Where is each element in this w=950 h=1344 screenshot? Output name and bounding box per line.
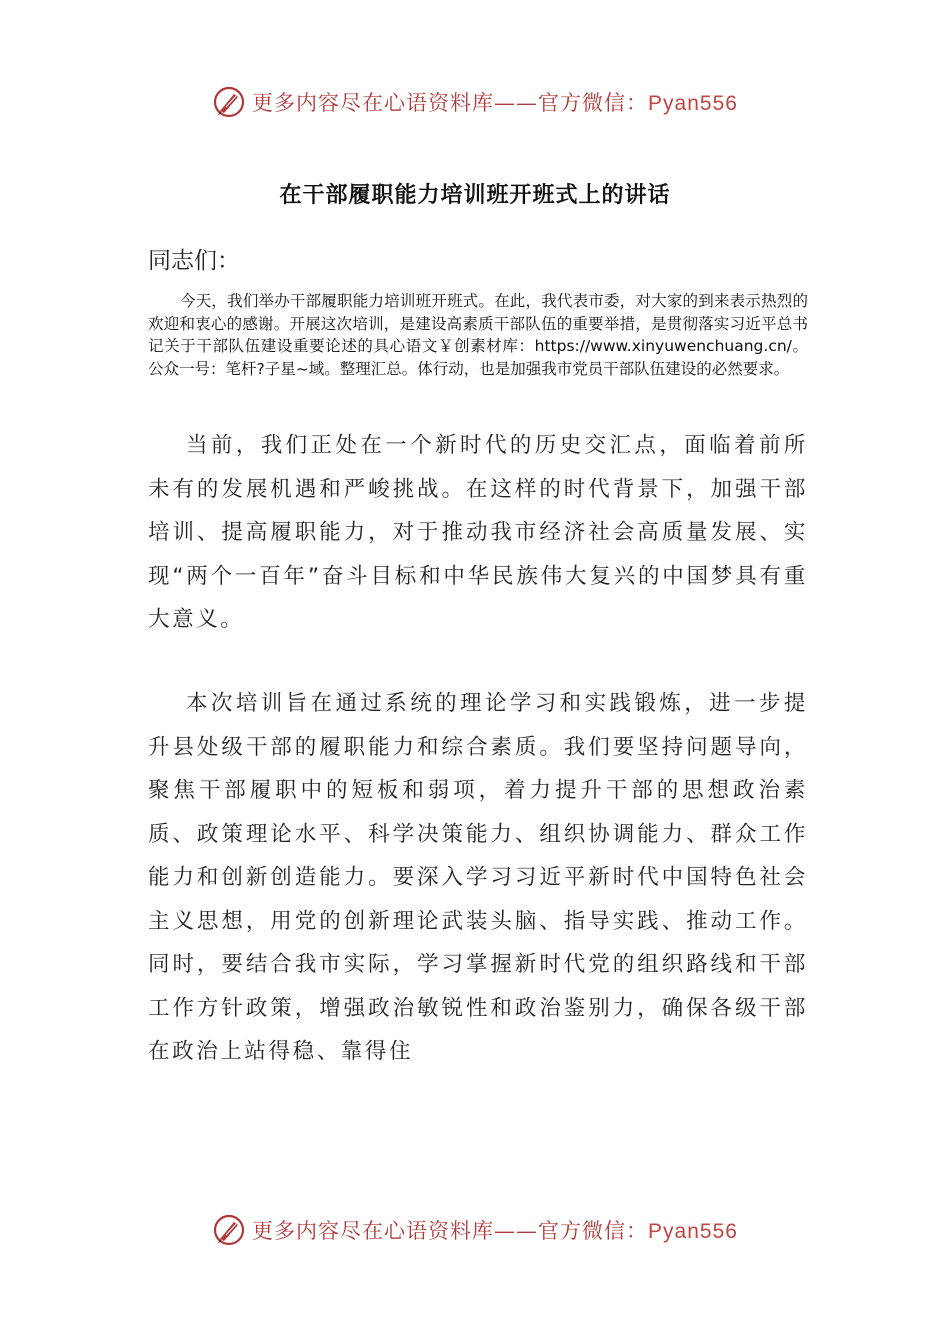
document-title: 在干部履职能力培训班开班式上的讲话: [279, 183, 671, 208]
banner-text: [252, 87, 738, 117]
banner-text: [252, 1215, 738, 1245]
pen-logo-icon: [212, 85, 246, 119]
banner-wechat-id: Pyan556: [648, 92, 738, 115]
banner-wechat-label: 官方微信：: [538, 1219, 649, 1243]
salutation: 同志们：: [148, 248, 240, 274]
body-paragraph: 本次培训旨在通过系统的理论学习和实践锻炼，进一步提升县处级干部的履职能力和综合素质。我们要坚持问题导向，聚焦干部履职中的短板和弱项，着力提升干部的思想政治素质、政策理论水平、科学决策能力、组织协调能力、群众工作能力和创新创造能力。要深入学习习近平新时代中国特色社会主义思想，用党的创新理论武装头脑、指导实践、推动工作。同时，要结合我市实际，学习掌握新时代党的组织路线和干部工作方针政策，增强政治敏锐性和政治鉴别力，确保各级干部在政治上站得稳、靠得住: [148, 691, 808, 1064]
pen-logo-icon: [212, 1213, 246, 1247]
banner-main-text: 更多内容尽在心语资料库: [252, 1219, 495, 1243]
body-paragraph: 当前，我们正处在一个新时代的历史交汇点，面临着前所未有的发展机遇和严峻挑战。在这样的时代背景下，加强干部培训、提高履职能力，对于推动我市经济社会高质量发展、实现“两个一百年”奋斗目标和中华民族伟大复兴的中国梦具有重大意义。: [148, 433, 808, 632]
footer-banner: [0, 1210, 950, 1250]
intro-paragraph: 今天，我们举办干部履职能力培训班开班式。在此，我代表市委，对大家的到来表示热烈的欢迎和衷心的感谢。开展这次培训，是建设高素质干部队伍的重要举措，是贯彻落实习近平总书记关于干部队伍建设重要论述的具心语文￥创素材库：https://www.xinyuwenchuang.cn/。公众一号：笔杆?子星~域。整理汇总。体行动，也是加强我市党员干部队伍建设的必然要求。: [148, 292, 808, 378]
header-banner: [0, 82, 950, 122]
banner-dash: ——: [494, 1219, 539, 1243]
banner-dash: ——: [494, 91, 539, 115]
banner-wechat-id: Pyan556: [648, 1220, 738, 1243]
banner-main-text: 更多内容尽在心语资料库: [252, 91, 495, 115]
banner-wechat-label: 官方微信：: [538, 91, 649, 115]
